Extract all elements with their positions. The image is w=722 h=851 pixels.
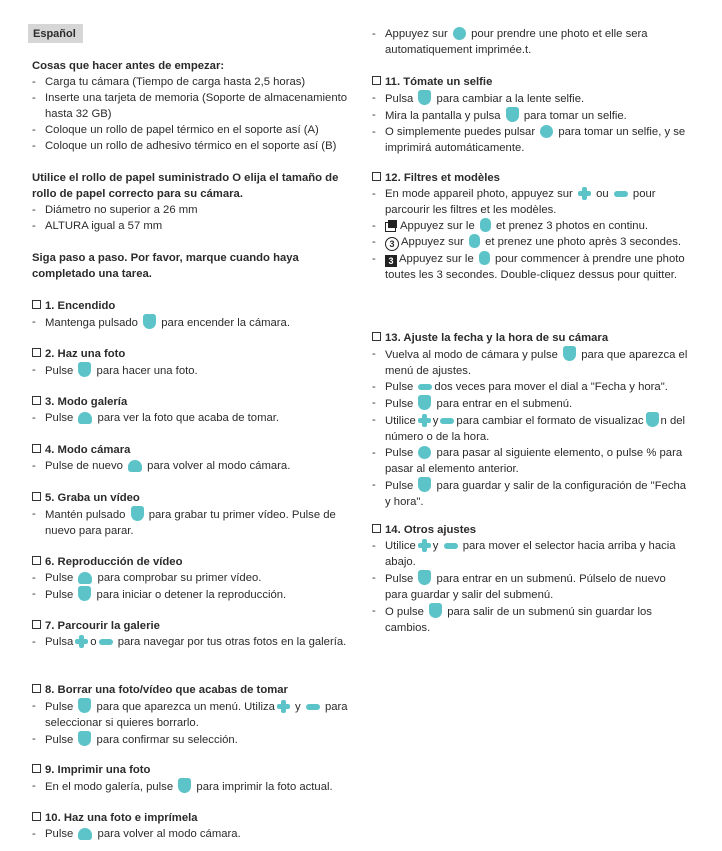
step-9: 9. Imprimir una foto - En el modo galería, pulse para imprimir la foto actual. (32, 764, 333, 793)
step-1: 1. Encendido - Mantenga pulsado para encender la cámara. (32, 300, 290, 329)
checkbox[interactable] (32, 620, 41, 629)
selfie-lens-button-icon (418, 90, 431, 105)
checkbox[interactable] (372, 172, 381, 181)
menu-button-icon (563, 346, 576, 361)
next-button-icon (418, 446, 431, 459)
step-10: 10. Haz una foto e imprímela - Pulse para volver al modo cámara. (32, 812, 241, 840)
step-6: 6. Reproducción de vídeo - Pulse para comprobar su primer vídeo. - Pulse para iniciar o detener la reproducción. (32, 556, 287, 601)
step-title: 12. Filtres et modèles (385, 172, 500, 184)
step-14: 14. Otros ajustes - Utilice y para mover el selector hacia arriba y hacia abajo. - Pulse para entrar en un submenú. Púlselo de nuevo para guardar y salir del submenú. - O pulse para salir de un submenú sin guardar los cambios. (372, 524, 676, 634)
list-item: - Carga tu cámara (Tiempo de carga hasta 2,5 horas) (32, 76, 306, 88)
shutter-button-icon (506, 107, 519, 122)
checkbox[interactable] (32, 556, 41, 565)
down-button-icon (614, 191, 628, 197)
list-item: - Diámetro no superior a 26 mm (32, 204, 198, 216)
shutter-button-icon (540, 125, 553, 138)
camera-mode-button-icon (78, 828, 92, 840)
menu-button-icon (78, 698, 91, 713)
burst-button-icon (480, 218, 491, 232)
up-button-icon (75, 635, 88, 648)
shutter-button-icon (453, 27, 466, 40)
ok-button-icon (418, 395, 431, 410)
checkbox[interactable] (32, 812, 41, 821)
ok-button-icon (418, 570, 431, 585)
self-timer-icon: 3 (385, 237, 399, 251)
timer-button-icon (469, 234, 480, 248)
step-13: 13. Ajuste la fecha y la hora de su cámara - Vuelva al modo de cámara y pulse para que aparezca el menú de ajustes. - Pulse dos veces para mover el dial a "Fecha y hora". - Pulse para entrar en el submenú. - Utilice y para cambiar el formato de visualizac n del número o de la hora. - Pulse para pasar al siguiente elemento, o pulse % para pasar al elemento anterior. - Pulse para guardar y salir de la configuración de "Fecha y hora". (372, 332, 688, 508)
step-title: 1. Encendido (45, 300, 116, 312)
checkbox[interactable] (372, 76, 381, 85)
step-5: 5. Graba un vídeo - Mantén pulsado para grabar tu primer vídeo. Pulse de nuevo para parar. (32, 492, 336, 537)
list-item: - Coloque un rollo de adhesivo térmico en el soporte así (B) (32, 140, 337, 152)
menu-button-icon (418, 477, 431, 492)
menu-button-icon (429, 603, 442, 618)
list-item: - ALTURA igual a 57 mm (32, 220, 163, 232)
step-12: 12. Filtres et modèles - En mode appareil photo, appuyez sur ou pour parcourir les filtres et les modèles. - Appuyez sur le et prenez 3 photos en continu. - 3 Appuyez sur et prenez une photo après 3 secondes. - 3 Appuyez sur le pour commencer à prendre une photo toutes les 3 secondes. Double-cliquez dessus pour quitter. (372, 172, 685, 281)
checkbox[interactable] (372, 524, 381, 533)
step-title: 3. Modo galería (45, 396, 128, 408)
gallery-button-icon (78, 412, 92, 424)
intro-section (32, 58, 350, 154)
checkbox[interactable] (372, 332, 381, 341)
step-11: 11. Tómate un selfie - Pulsa para cambiar a la lente selfie. - Mira la pantalla y pulsa para tomar un selfie. - O simplemente puedes pulsar para tomar un selfie, y se imprimirá automáticamente. (372, 76, 686, 154)
gallery-button-icon (78, 572, 92, 584)
print-button-icon (178, 778, 191, 793)
checkbox[interactable] (32, 396, 41, 405)
step-title: 5. Graba un vídeo (45, 492, 140, 504)
step-title: 10. Haz una foto e imprímela (45, 812, 198, 824)
step-title: 6. Reproducción de vídeo (45, 556, 183, 568)
ok-button-icon (646, 412, 659, 427)
paper-title: Utilice el rollo de papel suministrado O elija el tamaño de rollo de papel correcto para su cámara. (32, 172, 339, 200)
step-8: 8. Borrar una foto/vídeo que acabas de tomar - Pulse para que aparezca un menú. Utiliza y para seleccionar si quieres borrarlo. - Pulse para confirmar su selección. (32, 684, 348, 746)
step-3: 3. Modo galería - Pulse para ver la foto que acaba de tomar. (32, 396, 280, 424)
list-item: - Coloque un rollo de papel térmico en el soporte así (A) (32, 124, 319, 136)
step-title: 13. Ajuste la fecha y la hora de su cámara (385, 332, 609, 344)
down-button-icon (418, 384, 432, 390)
step-title: 4. Modo cámara (45, 444, 131, 456)
up-button-icon (578, 187, 591, 200)
up-button-icon (277, 700, 290, 713)
checkbox[interactable] (32, 348, 41, 357)
step-title: 2. Haz una foto (45, 348, 126, 360)
camera-mode-button-icon (128, 460, 142, 472)
play-button-icon (78, 586, 91, 601)
language-label: Español (28, 24, 83, 43)
shutter-button-icon (78, 362, 91, 377)
step-4: 4. Modo cámara - Pulse de nuevo para volver al modo cámara. (32, 444, 291, 472)
down-button-icon (440, 418, 454, 424)
ok-button-icon (78, 731, 91, 746)
steps-intro: Siga paso a paso. Por favor, marque cuando haya completado una tarea. (32, 252, 299, 280)
step-title: 11. Tómate un selfie (385, 76, 493, 88)
down-button-icon (306, 704, 320, 710)
step-title: 7. Parcourir la galerie (45, 620, 160, 632)
down-button-icon (99, 639, 113, 645)
interval-button-icon (479, 251, 490, 265)
burst-mode-icon (385, 220, 398, 231)
checkbox[interactable] (32, 444, 41, 453)
checkbox[interactable] (32, 300, 41, 309)
step-7: 7. Parcourir la galerie - Pulsa o para navegar por tus otras fotos en la galería. (32, 620, 347, 648)
step-10-continued: - Appuyez sur pour prendre une photo et elle sera automatiquement imprimée.t. (372, 28, 648, 56)
checkbox[interactable] (32, 684, 41, 693)
previous-button-symbol: % (646, 447, 657, 459)
intro-title: Cosas que hacer antes de empezar: (32, 60, 225, 72)
power-button-icon (143, 314, 156, 329)
up-button-icon (418, 539, 431, 552)
checkbox[interactable] (32, 764, 41, 773)
step-title: 14. Otros ajustes (385, 524, 477, 536)
down-button-icon (444, 543, 458, 549)
up-button-icon (418, 414, 431, 427)
step-2: 2. Haz una foto - Pulse para hacer una foto. (32, 348, 198, 377)
step-title: 8. Borrar una foto/vídeo que acabas de tomar (45, 684, 288, 696)
record-button-icon (131, 506, 144, 521)
list-item: - Inserte una tarjeta de memoria (Soporte de almacenamiento hasta 32 GB) (32, 92, 348, 120)
step-title: 9. Imprimir una foto (45, 764, 151, 776)
interval-mode-icon: 3 (385, 255, 397, 267)
checkbox[interactable] (32, 492, 41, 501)
paper-section (32, 170, 350, 234)
